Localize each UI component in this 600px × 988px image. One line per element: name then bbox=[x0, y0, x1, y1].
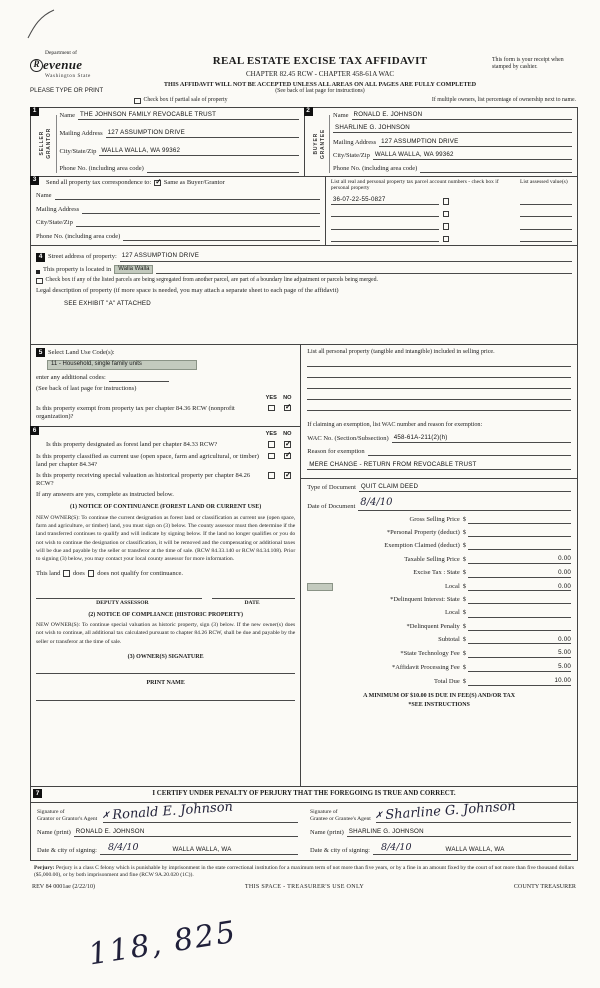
revenue-wordmark: evenue bbox=[43, 56, 83, 72]
additional-codes-field[interactable] bbox=[109, 374, 169, 382]
buyer-side-label: BUYER GRANTEE bbox=[313, 115, 331, 173]
tax-correspondence-section bbox=[30, 177, 578, 247]
buyer-csz-field[interactable]: WALLA WALLA, WA 99362 bbox=[373, 151, 572, 160]
dollar-sign: $ bbox=[462, 515, 466, 523]
affidavit-processing-fee-field[interactable]: 5.00 bbox=[468, 663, 571, 672]
right-column bbox=[301, 345, 577, 786]
signatures-grid bbox=[31, 798, 577, 860]
sign-here-mark: ✗ bbox=[375, 809, 383, 820]
parcel-row bbox=[331, 196, 572, 205]
seller-phone-field[interactable] bbox=[147, 165, 299, 173]
excise-tax-state-field[interactable]: 0.00 bbox=[468, 569, 571, 578]
certification-section bbox=[30, 786, 578, 861]
personal-property-deduct-field[interactable] bbox=[468, 529, 571, 537]
assessed-value-field[interactable] bbox=[520, 222, 572, 230]
personal-property-checkbox[interactable] bbox=[443, 223, 450, 230]
grantor-date-field[interactable]: 8/4/10 WALLA WALLA, WA bbox=[100, 842, 298, 855]
exempt-question: Is this property exempt from property tax per chapter 84.36 RCW (nonprofit organization)? bbox=[36, 404, 235, 421]
wac-row: WAC No. (Section/Subsection) 458-61A-211(2)(h) bbox=[307, 434, 571, 443]
historic-yes-checkbox[interactable] bbox=[268, 472, 275, 479]
if-yes-note: If any answers are yes, complete as instructed below. bbox=[36, 491, 174, 499]
dollar-sign: $ bbox=[462, 596, 466, 604]
county-treasurer-label: COUNTY TREASURER bbox=[513, 883, 576, 890]
see-instructions-note: *SEE INSTRUCTIONS bbox=[408, 702, 470, 709]
current-use-no-checkbox[interactable] bbox=[284, 453, 291, 460]
exempt-no-checkbox[interactable] bbox=[284, 405, 291, 412]
doc-type-field[interactable]: QUIT CLAIM DEED bbox=[359, 483, 571, 492]
section-2-badge: 2 bbox=[304, 107, 313, 116]
gross-selling-price-field[interactable] bbox=[468, 516, 571, 524]
buyer-section bbox=[304, 108, 578, 176]
located-in-row: This property is located in Walla Walla bbox=[36, 265, 572, 275]
grantor-sig-row bbox=[37, 799, 298, 823]
fee-row-taxable: Taxable Selling Price $ 0.00 bbox=[404, 555, 571, 563]
dollar-sign: $ bbox=[462, 622, 466, 630]
grantor-sig-label: Signature of Grantor or Grantor's Agent bbox=[37, 808, 98, 822]
print-name-label: PRINT NAME bbox=[146, 680, 185, 687]
historic-row bbox=[36, 472, 295, 488]
minimum-due-note: A MINIMUM OF $10.00 IS DUE IN FEE(S) AND/OR TAX bbox=[363, 692, 516, 699]
street-address-field[interactable]: 127 ASSUMPTION DRIVE bbox=[120, 252, 572, 261]
seller-phone-row: Phone No. (including area code) bbox=[60, 165, 299, 173]
exempt-yes-checkbox[interactable] bbox=[268, 405, 275, 412]
personal-property-line[interactable] bbox=[307, 356, 571, 367]
rev-number: REV 84 0001ae (2/22/10) bbox=[32, 883, 96, 890]
seller-name-field[interactable]: THE JOHNSON FAMILY REVOCABLE TRUST bbox=[78, 111, 298, 120]
washington-state-label: Washington State bbox=[45, 73, 91, 80]
grantor-signature-field[interactable] bbox=[102, 799, 298, 823]
historic-question: Is this property receiving special valuation as historical property per chapter 84.26 RCW? bbox=[36, 472, 251, 488]
forest-land-question: Is this property designated as forest land per chapter 84.33 RCW? bbox=[46, 441, 218, 449]
grantee-name-row: Name (print) SHARLINE G. JOHNSON bbox=[310, 828, 571, 837]
form-title: REAL ESTATE EXCISE TAX AFFIDAVIT bbox=[212, 55, 428, 67]
parcel-number-field[interactable] bbox=[331, 222, 439, 230]
reason-value-field[interactable]: MERE CHANGE - RETURN FROM REVOCABLE TRUST bbox=[307, 461, 571, 470]
seller-section bbox=[31, 108, 304, 176]
send-correspondence-row: Send all property tax correspondence to: ✓ Same as Buyer/Grantor bbox=[36, 179, 320, 187]
corr-name-row: Name bbox=[36, 192, 320, 200]
deputy-assessor-labels: DEPUTY ASSESSOR DATE bbox=[96, 599, 260, 606]
current-use-row bbox=[36, 453, 295, 469]
see-back-note: (See back of last page for instructions) bbox=[275, 88, 365, 95]
notice-compliance-title: (2) NOTICE OF COMPLIANCE (HISTORIC PROPERTY) bbox=[88, 611, 243, 618]
partial-sale-label: Check box if partial sale of property bbox=[143, 97, 228, 104]
local-rate-box[interactable] bbox=[307, 583, 333, 591]
same-as-buyer-label: Same as Buyer/Grantor bbox=[163, 178, 225, 186]
land-designation-section bbox=[31, 426, 300, 786]
assessed-values-header: List assessed value(s) bbox=[520, 178, 568, 185]
dollar-sign: $ bbox=[462, 528, 466, 536]
corr-phone-field[interactable] bbox=[123, 233, 320, 241]
buyer-mailing-row: Mailing Address 127 ASSUMPTION DRIVE bbox=[333, 138, 572, 147]
select-land-use-row: 5 Select Land Use Code(s): bbox=[36, 348, 295, 357]
yes-no-header-6: YES NO bbox=[265, 431, 292, 438]
doc-type-row: Type of Document QUIT CLAIM DEED bbox=[307, 483, 571, 492]
section-6-badge: 6 bbox=[30, 426, 39, 435]
seller-fields bbox=[60, 111, 299, 173]
personal-property-line[interactable] bbox=[307, 367, 571, 378]
total-due-field[interactable]: 10.00 bbox=[468, 677, 571, 686]
grantee-sig-row bbox=[310, 798, 571, 823]
grantee-date-field[interactable]: 8/4/10 WALLA WALLA, WA bbox=[373, 842, 571, 855]
current-use-question: Is this property classified as current use (open space, farm and agricultural, or timber) land per chapter 84.34? bbox=[36, 452, 259, 468]
partial-sale-row bbox=[30, 95, 578, 105]
parcel-row bbox=[331, 222, 572, 230]
dollar-sign: $ bbox=[462, 541, 466, 549]
corr-csz-row: City/State/Zip bbox=[36, 219, 320, 227]
personal-property-line[interactable] bbox=[307, 400, 571, 411]
see-back-note-5: (See back of last page for instructions) bbox=[36, 384, 137, 392]
dollar-sign: $ bbox=[462, 677, 466, 685]
corr-mailing-field[interactable] bbox=[82, 206, 320, 214]
parcel-number-field[interactable] bbox=[331, 234, 439, 242]
reason-field[interactable] bbox=[368, 448, 571, 456]
corr-mailing-row: Mailing Address bbox=[36, 206, 320, 214]
sign-here-mark: ✗ bbox=[102, 809, 110, 820]
buyer-name-field[interactable]: RONALD E. JOHNSON bbox=[352, 111, 572, 120]
notice-continuance-title: (1) NOTICE OF CONTINUANCE (FOREST LAND OR CURRENT USE) bbox=[70, 504, 262, 511]
fee-row-personal: *Personal Property (deduct) $ bbox=[307, 529, 571, 537]
section-3-badge: 3 bbox=[30, 176, 39, 185]
grantee-signature-block bbox=[304, 798, 577, 860]
section-7-badge: 7 bbox=[33, 789, 42, 798]
buyer-phone-field[interactable] bbox=[420, 165, 572, 173]
located-in-extra-line[interactable] bbox=[156, 266, 572, 274]
grantee-date-row: Date & city of signing: 8/4/10 WALLA WALLA, WA bbox=[310, 842, 571, 855]
owners-signature-field[interactable] bbox=[36, 663, 295, 674]
dor-logo-block bbox=[30, 50, 148, 95]
parcel-header: List all real and personal property tax parcel account numbers - check box if personal property bbox=[330, 178, 499, 192]
reason-value-row bbox=[307, 461, 571, 470]
current-use-yes-checkbox[interactable] bbox=[268, 453, 275, 460]
assessed-value-field[interactable] bbox=[520, 234, 572, 242]
wac-number-field[interactable]: 458-61A-211(2)(h) bbox=[392, 434, 571, 443]
deputy-assessor-signature-field[interactable] bbox=[36, 590, 202, 599]
seller-csz-row: City/State/Zip WALLA WALLA, WA 99362 bbox=[60, 147, 299, 156]
legal-description-label: Legal description of property (if more space is needed, you may attach a separate sheet to each page of the affidavit) bbox=[36, 287, 339, 295]
buyer-fields bbox=[333, 111, 572, 173]
notice-compliance-body: NEW OWNER(S): To continue special valuation as historic property, sign (3) below. If the new owner(s) does not wish to continue, all additional tax calculated pursuant to chapter 84.26 RCW, shall be due and payable by the seller or transferor at the time of sale. bbox=[36, 622, 296, 645]
fee-row-delinquent-penalty: *Delinquent Penalty $ bbox=[307, 623, 571, 631]
fee-row-gross: Gross Selling Price $ bbox=[307, 516, 571, 524]
revenue-logo bbox=[30, 57, 148, 73]
fee-row-technology-fee: *State Technology Fee $ 5.00 bbox=[400, 649, 571, 658]
print-name-field[interactable] bbox=[36, 690, 295, 701]
section-1-badge: 1 bbox=[30, 107, 39, 116]
fee-row-processing-fee: *Affidavit Processing Fee $ 5.00 bbox=[391, 663, 571, 671]
dollar-sign: $ bbox=[462, 650, 466, 658]
personal-property-label: List all personal property (tangible and intangible) included in selling price. bbox=[307, 348, 495, 356]
qualify-row: This land does does not qualify for continuance. bbox=[36, 569, 184, 577]
buyer-name2-field[interactable]: SHARLINE G. JOHNSON bbox=[333, 124, 572, 133]
located-in-field[interactable]: Walla Walla bbox=[114, 265, 153, 275]
doc-date-field[interactable]: 8/4/10 bbox=[358, 497, 571, 511]
property-address-section bbox=[30, 246, 578, 344]
buyer-name-row: Name RONALD E. JOHNSON bbox=[333, 111, 572, 120]
form-header bbox=[30, 50, 578, 95]
dept-of-label: Department of bbox=[45, 50, 77, 56]
dollar-sign: $ bbox=[462, 583, 466, 591]
corner-fold-mark bbox=[24, 4, 64, 44]
fee-row-delinquent-interest-local: Local $ bbox=[307, 609, 571, 617]
grantee-signature-field[interactable] bbox=[375, 798, 571, 823]
forest-yes-checkbox[interactable] bbox=[268, 441, 275, 448]
seller-name-row: Name THE JOHNSON FAMILY REVOCABLE TRUST bbox=[60, 111, 299, 120]
dollar-sign: $ bbox=[462, 569, 466, 577]
parcel-row bbox=[331, 234, 572, 242]
notice-continuance-body: NEW OWNER(S): To continue the current designation as forest land or classification as current use (open space, farm and agriculture, or timber) land, you must sign on (3) below. The county assessor must then determine if the land transferred continues to qualify and will indicate by signing below. If the land no longer qualifies or you do not wish to continue the designation or classification, it will be removed and the compensating or additional taxes will be due and payable by the seller or transferor at the time of sale. (RCW 84.33.140 or RCW 84.34.108). Prior to signing (3) below, you may contact your local county assessor for more information. bbox=[36, 514, 296, 563]
excise-tax-local-field[interactable]: 0.00 bbox=[468, 583, 571, 592]
fee-row-excise-state: Excise Tax : State $ 0.00 bbox=[413, 568, 571, 577]
parcel-numbers-panel bbox=[326, 177, 577, 246]
segregated-row bbox=[36, 277, 572, 284]
square-bullet-icon bbox=[36, 270, 40, 274]
fee-row-subtotal: Subtotal $ 0.00 bbox=[438, 635, 571, 644]
buyer-phone-row: Phone No. (including area code) bbox=[333, 165, 572, 173]
segregated-label: Check box if any of the listed parcels are being segregated from another parcel, are part of a boundary line adjustment or parcels being merged. bbox=[45, 277, 378, 284]
parties-box bbox=[30, 107, 578, 177]
warning-text: THIS AFFIDAVIT WILL NOT BE ACCEPTED UNLESS ALL AREAS ON ALL PAGES ARE FULLY COMPLETED bbox=[163, 80, 477, 88]
personal-property-checkbox[interactable] bbox=[443, 211, 450, 218]
grantor-name-row: Name (print) RONALD E. JOHNSON bbox=[37, 828, 298, 837]
parcel-number-field[interactable]: 36-07-22-55-0827 bbox=[331, 196, 439, 205]
additional-codes-row: enter any additional codes: bbox=[36, 374, 295, 382]
fee-row-local: Local $ 0.00 bbox=[307, 583, 571, 592]
please-type-label: PLEASE TYPE OR PRINT bbox=[30, 86, 104, 94]
delinquent-interest-local-field[interactable] bbox=[468, 610, 571, 618]
deputy-date-field[interactable] bbox=[212, 590, 295, 599]
historic-no-checkbox[interactable] bbox=[284, 472, 291, 479]
land-use-code-field[interactable]: 11 - Household, single family units bbox=[47, 360, 197, 370]
receipt-note: This form is your receipt when stamped by cashier. bbox=[492, 57, 564, 71]
perjury-notice: Perjury: Perjury is a class C felony which is punishable by imprisonment in the state correctional institution for a maximum term of not more than five years, or by a fine in an amount fixed by the court of not more than five thousand dollars ($5,000.00), or by both imprisonment and fine (RCW 9A.20.020 (1C)). bbox=[34, 864, 574, 879]
document-and-fees-section bbox=[301, 478, 577, 786]
delinquent-penalty-field[interactable] bbox=[468, 623, 571, 631]
grantee-sig-label: Signature of Grantee or Grantee's Agent bbox=[310, 808, 371, 822]
exemption-claimed-field[interactable] bbox=[468, 542, 571, 550]
street-address-row: 4 Street address of property: 127 ASSUMPTION DRIVE bbox=[36, 252, 572, 261]
correspondence-left bbox=[31, 177, 326, 246]
fee-row-exemption: Exemption Claimed (deduct) $ bbox=[307, 542, 571, 550]
legal-description-value[interactable]: SEE EXHIBIT "A" ATTACHED bbox=[64, 300, 151, 308]
exemption-label: If claiming an exemption, list WAC number and reason for exemption: bbox=[307, 420, 483, 428]
fee-row-total-due: Total Due $ 10.00 bbox=[434, 676, 571, 685]
section-4-badge: 4 bbox=[36, 253, 45, 262]
exempt-question-row bbox=[36, 405, 295, 421]
taxable-selling-price-field[interactable]: 0.00 bbox=[468, 555, 571, 564]
subtotal-field[interactable]: 0.00 bbox=[468, 636, 571, 645]
grantee-signature: Sharline G. Johnson bbox=[384, 798, 517, 823]
personal-property-line[interactable] bbox=[307, 378, 571, 389]
personal-property-checkbox[interactable] bbox=[443, 236, 450, 243]
certify-text: I CERTIFY UNDER PENALTY OF PERJURY THAT THE FOREGOING IS TRUE AND CORRECT. bbox=[152, 790, 456, 798]
assessed-value-field[interactable] bbox=[520, 209, 572, 217]
title-block bbox=[148, 50, 492, 95]
forest-no-checkbox[interactable] bbox=[284, 441, 291, 448]
reet-affidavit-form bbox=[30, 50, 578, 892]
footer-row bbox=[30, 880, 578, 892]
assessed-value-field[interactable] bbox=[520, 197, 572, 205]
buyer-csz-row: City/State/Zip WALLA WALLA, WA 99362 bbox=[333, 151, 572, 160]
personal-property-checkbox[interactable] bbox=[443, 198, 450, 205]
grantor-date-row: Date & city of signing: 8/4/10 WALLA WALLA, WA bbox=[37, 842, 298, 855]
personal-property-line[interactable] bbox=[307, 389, 571, 400]
grantor-signature: Ronald E. Johnson bbox=[111, 799, 234, 823]
reason-row: Reason for exemption bbox=[307, 448, 571, 456]
chapter-reference: CHAPTER 82.45 RCW - CHAPTER 458-61A WAC bbox=[245, 69, 395, 78]
grantee-name-field[interactable]: SHARLINE G. JOHNSON bbox=[347, 828, 571, 837]
does-not-checkbox[interactable] bbox=[88, 570, 95, 577]
owners-signature-label: (3) OWNER(S) SIGNATURE bbox=[127, 653, 204, 660]
yes-no-header-5: YES NO bbox=[265, 394, 292, 401]
main-columns bbox=[30, 344, 578, 786]
forest-land-row bbox=[36, 441, 295, 450]
buyer-name2-row bbox=[333, 124, 572, 133]
same-as-buyer-checkbox[interactable] bbox=[154, 180, 161, 187]
buyer-mailing-field[interactable]: 127 ASSUMPTION DRIVE bbox=[379, 138, 572, 147]
corr-phone-row: Phone No. (including area code) bbox=[36, 233, 320, 241]
parcel-header-row bbox=[331, 179, 572, 192]
dollar-sign: $ bbox=[462, 555, 466, 563]
dollar-sign: $ bbox=[462, 636, 466, 644]
left-column bbox=[31, 345, 301, 786]
corr-name-field[interactable] bbox=[55, 192, 320, 200]
treasurer-space-label: THIS SPACE - TREASURER'S USE ONLY bbox=[244, 883, 365, 890]
dollar-sign: $ bbox=[462, 663, 466, 671]
delinquent-interest-state-field[interactable] bbox=[468, 596, 571, 604]
revenue-logo-icon: R bbox=[30, 59, 43, 72]
fee-row-delinquent-interest-state: *Delinquent Interest: State $ bbox=[307, 596, 571, 604]
seller-csz-field[interactable]: WALLA WALLA, WA 99362 bbox=[99, 147, 298, 156]
doc-date-row: Date of Document 8/4/10 bbox=[307, 497, 571, 511]
seller-mailing-row: Mailing Address 127 ASSUMPTION DRIVE bbox=[60, 129, 299, 138]
grantor-name-field[interactable]: RONALD E. JOHNSON bbox=[74, 828, 298, 837]
seller-side-label: SELLER GRANTOR bbox=[39, 115, 57, 173]
seller-mailing-field[interactable]: 127 ASSUMPTION DRIVE bbox=[106, 129, 299, 138]
parcel-row bbox=[331, 209, 572, 217]
segregated-checkbox[interactable] bbox=[36, 278, 43, 285]
grantor-signature-block bbox=[31, 799, 304, 860]
legal-description-row bbox=[36, 287, 572, 295]
multiple-owners-note: If multiple owners, list percentage of ownership next to name. bbox=[431, 97, 576, 104]
dollar-sign: $ bbox=[462, 609, 466, 617]
handwritten-amount: 118, 825 bbox=[86, 914, 240, 973]
parcel-number-field[interactable] bbox=[331, 209, 439, 217]
partial-sale-checkbox[interactable] bbox=[134, 98, 141, 105]
state-technology-fee-field[interactable]: 5.00 bbox=[468, 649, 571, 658]
land-use-section bbox=[31, 345, 300, 426]
deputy-assessor-lines bbox=[36, 590, 295, 599]
section-5-badge: 5 bbox=[36, 348, 45, 357]
does-checkbox[interactable] bbox=[63, 570, 70, 577]
corr-csz-field[interactable] bbox=[76, 219, 320, 227]
